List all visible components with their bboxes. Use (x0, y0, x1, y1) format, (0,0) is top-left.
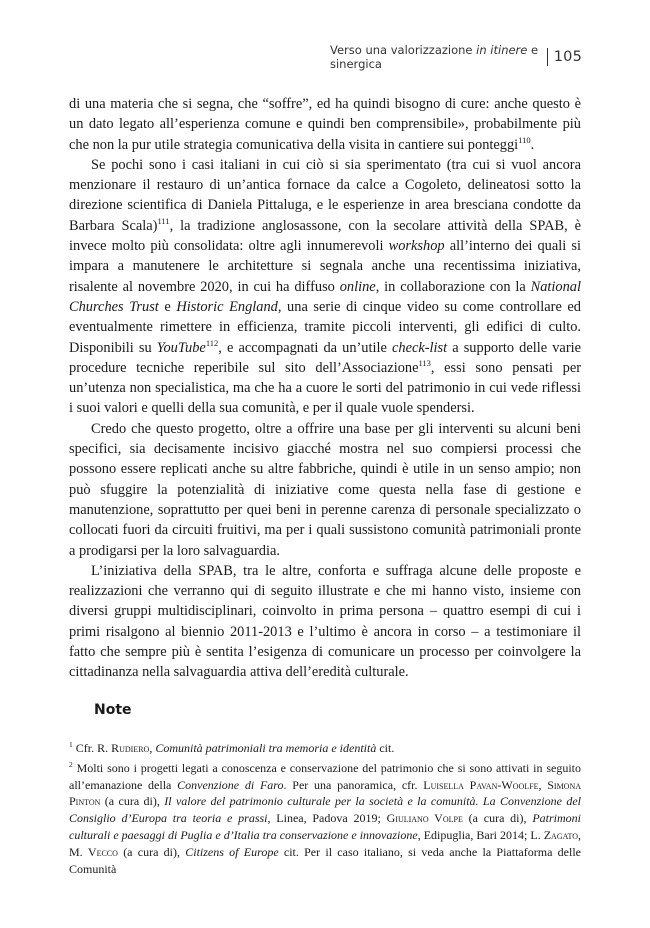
running-title: Verso una valorizzazione in itinere e sinergica (330, 43, 539, 71)
paragraph-1: di una materia che si segna, che “soffre”, ed ha quindi bisogno di cure: anche questo è un dato legato all’esperienza comune e quindi ben comprensibile», probabilmente più che non la pur utile strategia comunicativa della visita in cantiere sui ponteggi$^{110}$. (69, 96, 581, 153)
paragraph-2: Se pochi sono i casi italiani in cui ciò si sia sperimentato (tra cui si vuol ancora menzionare il restauro di un’antica fornace da calce a Cogoleto, delineatosi sotto la direzione scientifica di Daniela Pittaluga, e le esperienze in area bresciana condotte da Barbara Scala)$^{111}$, la tradizione anglosassone, con la secolare attività della SPAB, è invece molto più consolidata: oltre agli innumerevoli workshop all’interno dei quali si impara a manutenere le architetture si segnala anche una recentissima iniziativa, risalente al novembre 2020, in cui ha diffuso online, in collaborazione con la National Churches Trust e Historic England, una serie di cinque video su come controllare ed eventualmente rimettere in efficienza, tramite piccoli interventi, gli edifici di culto. Disponibili su YouTube$^{112}$, e accompagnati da un’utile check-list a supporto delle varie procedure tecniche reperibile sul sito dell’Associazione$^{113}$, essi sono pensati per un’utenza non specialistica, ma che ha a cuore le sorti del patrimonio in cui vede riflessi i suoi valori e quelli della sua comunità, e per il quale vuole spendersi. (69, 156, 582, 417)
page-number: 105 (553, 49, 582, 65)
footnote-2: $^2$ Molti sono i progetti legati a conoscenza e conservazione del patrimonio che si sono attivati in seguito all’emanazione della Convenzione di Faro. Per una panoramica, cfr. Luisella Pavan-Woolfe, Simona Pinton (a cura di), Il valore del patrimonio culturale per la società e la comunità. La Convenzione del Consiglio d’Europa tra teoria e prassi, Linea, Padova 2019; Giuliano Volpe (a cura di), Patrimoni culturali e paesaggi di Puglia e d’Italia tra conservazione e innovazione, Edipuglia, Bari 2014; L. Zagato, M. Vecco (a cura di), Citizens of Europe cit. Per il caso italiano, si veda anche la Piattaforma delle Comunità (69, 759, 582, 876)
footnote-ref[interactable]: 110 (518, 134, 531, 145)
footnote-ref[interactable]: 112 (205, 337, 219, 348)
main-text (69, 94, 581, 683)
notes-heading: Note (94, 702, 132, 718)
footnote-1: $^1$ Cfr. R. Rudiero, Comunità patrimoniali tra memoria e identità cit. (69, 740, 395, 755)
footnote-ref[interactable]: 111 (157, 215, 170, 226)
running-header (330, 43, 582, 71)
footnotes (69, 740, 581, 880)
paragraph-3: Credo che questo progetto, oltre a offrire una base per gli interventi su alcuni beni specifici, sia decisamente incisivo giacché mostra nel suo compiersi processi che possono essere replicati anche su altre fabbriche, quindi è utile in un senso ampio; non può sfuggire la potenzialità di iniziative come questa nella fase di gestione e manutenzione, soprattutto per quei beni in perenne carenza di personale specializzato o collocati fuori da circuiti fruitivi, ma per i quali sussistono comunità patrimoniali pronte a prodigarsi per la loro salvaguardia. (69, 420, 581, 559)
header-divider (547, 48, 548, 66)
footnote-ref[interactable]: 113 (418, 358, 431, 369)
paragraph-4: L’iniziativa della SPAB, tra le altre, conforta e suffraga alcune delle proposte e realizzazioni che verranno qui di seguito illustrate e che mi hanno visto, insieme con diversi gruppi multidisciplinari, coinvolto in prima persona – quattro esempi di cui i primi risalgono al biennio 2011-2013 e l’ultimo è ancora in corso – a testimoniare il fatto che sempre più è sentita l’esigenza di comunicare un processo per coinvolgere la cittadinanza nella salvaguardia attiva dell’eredità culturale. (69, 562, 581, 681)
